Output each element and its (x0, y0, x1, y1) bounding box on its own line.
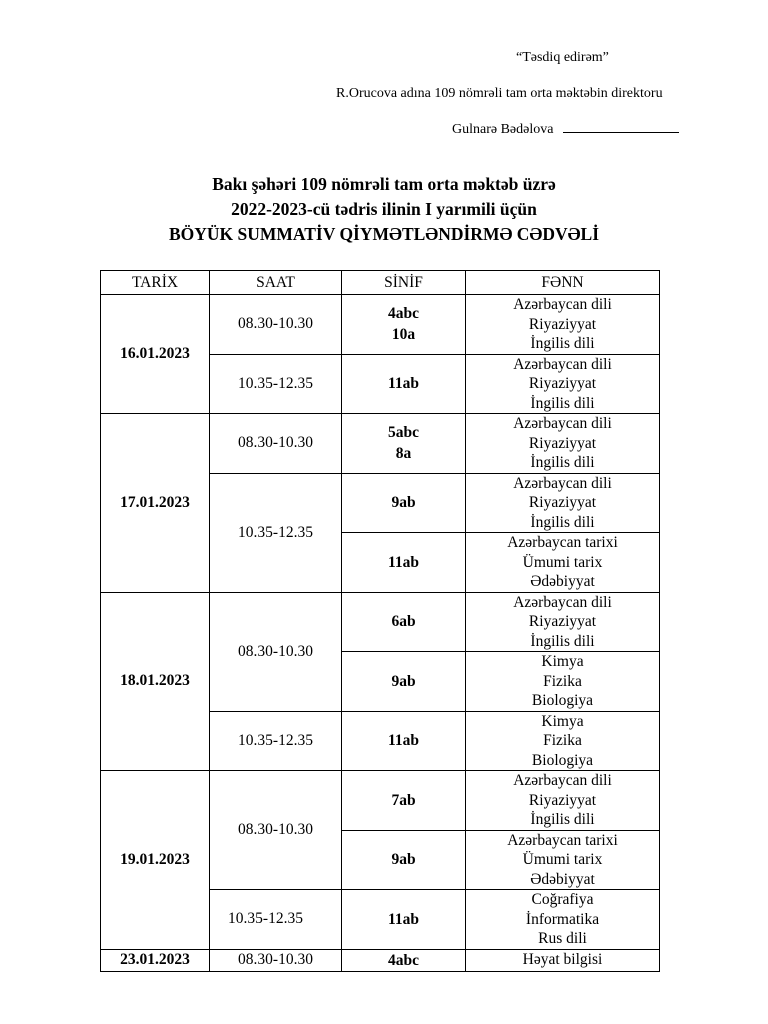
table-row (101, 414, 660, 474)
class-name: 11ab (387, 910, 419, 928)
class-name: 10a (391, 326, 416, 344)
class-name: 6ab (391, 613, 416, 631)
subject-name: Riyaziyyat (528, 613, 597, 630)
subject-cell (466, 652, 660, 712)
time-cell: 10.35-12.35 (210, 354, 342, 414)
class-cell (342, 890, 466, 950)
approval-block (0, 0, 768, 140)
subject-name: Biologiya (531, 692, 594, 709)
subject-cell (466, 771, 660, 831)
subject-name: İngilis dili (530, 454, 595, 471)
subject-name: İngilis dili (530, 335, 595, 352)
class-cell (342, 949, 466, 971)
subject-name: Kimya (541, 653, 584, 670)
class-name: 11ab (387, 732, 419, 750)
time-cell: 08.30-10.30 (210, 592, 342, 711)
date-cell: 16.01.2023 (101, 295, 210, 414)
class-cell (342, 414, 466, 474)
class-name: 9ab (391, 672, 416, 690)
time-cell: 08.30-10.30 (210, 414, 342, 474)
subject-name: Azərbaycan dili (513, 415, 612, 432)
subject-name: Azərbaycan dili (513, 772, 612, 789)
subject-name: Ədəbiyyat (530, 573, 595, 590)
title-line-1: Bakı şəhəri 109 nömrəli tam orta məktəb üzrə (212, 174, 556, 194)
subject-name: Riyaziyyat (528, 315, 597, 333)
subject-name: İngilis dili (530, 632, 595, 650)
table-row (101, 592, 660, 652)
approval-director-title: R.Orucova adına 109 nömrəli tam orta məktəbin direktoru (336, 86, 663, 101)
class-cell (342, 533, 466, 593)
class-cell (342, 711, 466, 771)
subject-name: İngilis dili (530, 513, 595, 531)
subject-name: Həyat bilgisi (522, 951, 603, 969)
class-cell (342, 295, 466, 355)
time-cell: 08.30-10.30 (210, 295, 342, 355)
class-name: 11ab (387, 553, 419, 571)
subject-cell (466, 295, 660, 355)
date-cell: 17.01.2023 (101, 414, 210, 593)
subject-name: Fizika (543, 732, 582, 749)
subject-cell (466, 949, 660, 971)
class-name: 4abc (388, 305, 419, 323)
time-cell: 10.35-12.35 (210, 711, 342, 771)
time-cell: 10.35-12.35 (210, 890, 342, 950)
header-time: SAAT (210, 271, 342, 295)
table-row (101, 771, 660, 831)
class-cell (342, 592, 466, 652)
subject-name: Kimya (541, 712, 584, 730)
subject-name: Rus dili (538, 930, 587, 947)
subject-name: Riyaziyyat (528, 791, 597, 809)
time-cell: 08.30-10.30 (210, 771, 342, 890)
schedule-table (100, 270, 660, 972)
signature-line (563, 120, 679, 133)
subject-name: Azərbaycan dili (513, 355, 612, 373)
time-cell: 10.35-12.35 (210, 473, 342, 592)
date-cell: 18.01.2023 (101, 592, 210, 771)
class-cell (342, 652, 466, 712)
subject-name: İnformatika (525, 910, 600, 928)
subject-cell (466, 354, 660, 414)
subject-name: Azərbaycan tarixi (507, 831, 618, 849)
subject-name: Ədəbiyyat (530, 870, 595, 888)
class-name: 9ab (391, 851, 416, 869)
subject-name: Azərbaycan dili (513, 296, 612, 313)
subject-name: İngilis dili (530, 394, 595, 412)
class-name: 9ab (391, 494, 416, 512)
title-line-3: BÖYÜK SUMMATİV QİYMƏTLƏNDİRMƏ CƏDVƏLİ (168, 224, 600, 244)
class-name: 8a (395, 445, 412, 463)
director-name: Gulnarə Bədəlova (452, 122, 554, 137)
subject-cell (466, 711, 660, 771)
subject-name: Riyaziyyat (528, 375, 597, 392)
subject-name: Riyaziyyat (528, 434, 597, 452)
approval-heading: “Təsdiq edirəm” (516, 50, 609, 65)
class-name: 7ab (391, 791, 416, 809)
subject-name: Ümumi tarix (522, 553, 603, 571)
subject-cell (466, 592, 660, 652)
table-row (101, 295, 660, 355)
title-line-2: 2022-2023-cü tədris ilinin I yarımili üçün (231, 199, 537, 219)
class-name: 11ab (387, 375, 419, 393)
date-cell: 23.01.2023 (101, 949, 210, 971)
table-header-row (101, 271, 660, 295)
document-title (0, 172, 768, 247)
subject-name: Biologiya (531, 751, 594, 769)
subject-name: Fizika (543, 672, 582, 690)
subject-name: Azərbaycan tarixi (507, 534, 618, 551)
subject-cell (466, 414, 660, 474)
header-date: TARİX (101, 271, 210, 295)
subject-cell (466, 473, 660, 533)
approval-signature-row (452, 120, 679, 138)
time-cell: 08.30-10.30 (210, 949, 342, 971)
class-cell (342, 830, 466, 890)
subject-cell (466, 890, 660, 950)
header-subject: FƏNN (466, 271, 660, 295)
table-row (101, 949, 660, 971)
subject-name: Ümumi tarix (522, 851, 603, 868)
subject-name: Coğrafiya (531, 891, 594, 908)
subject-name: Azərbaycan dili (513, 593, 612, 611)
header-class: SİNİF (342, 271, 466, 295)
subject-name: Azərbaycan dili (513, 474, 612, 492)
date-cell: 19.01.2023 (101, 771, 210, 950)
class-name: 4abc (388, 951, 419, 969)
class-name: 5abc (388, 424, 419, 442)
subject-cell (466, 533, 660, 593)
subject-cell (466, 830, 660, 890)
class-cell (342, 473, 466, 533)
subject-name: İngilis dili (530, 811, 595, 828)
class-cell (342, 354, 466, 414)
subject-name: Riyaziyyat (528, 494, 597, 511)
class-cell (342, 771, 466, 831)
